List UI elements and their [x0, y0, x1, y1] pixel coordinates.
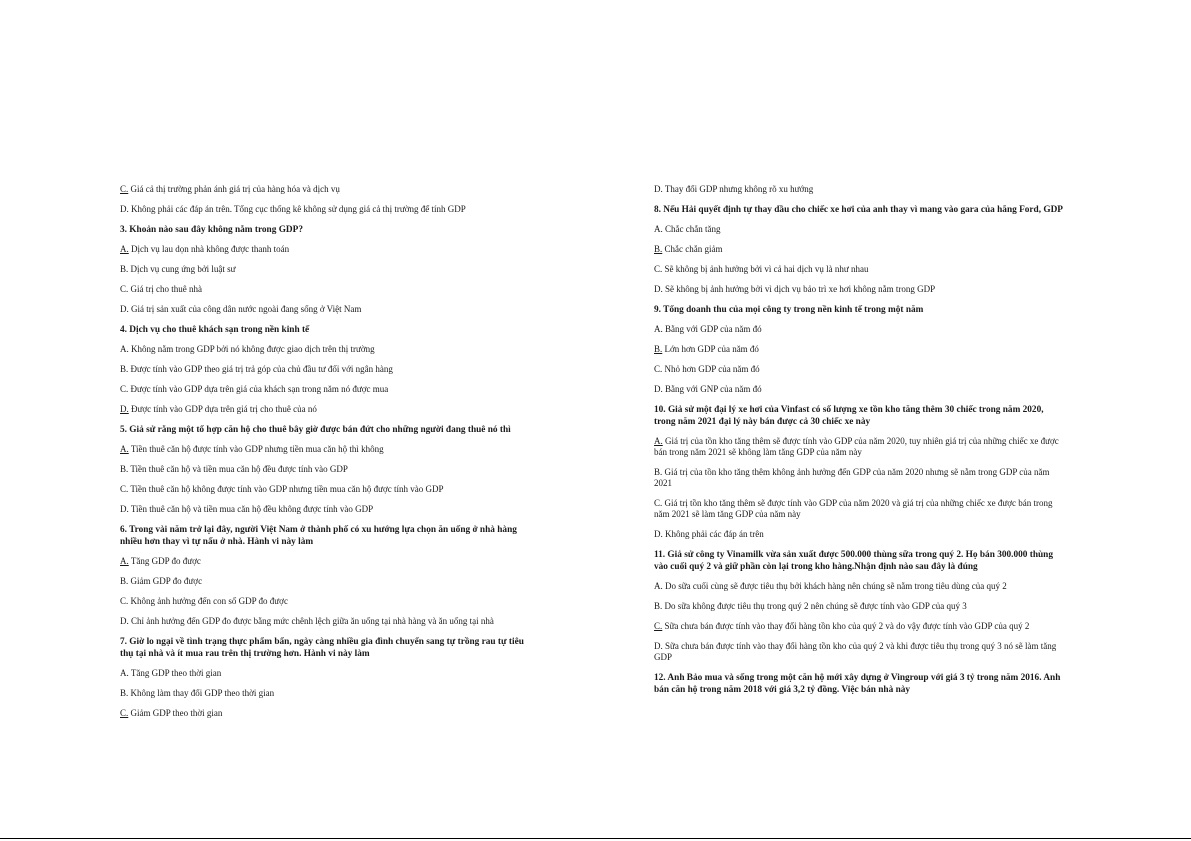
option-text: Tiền thuê căn hộ và tiền mua căn hộ đều không được tính vào GDP [128, 504, 374, 514]
option-text: Tiền thuê căn hộ và tiền mua căn hộ đều được tính vào GDP [128, 464, 348, 474]
left-column [120, 184, 530, 728]
option-letter: B. [654, 601, 663, 611]
page-bottom-rule [0, 838, 1191, 839]
option-text: Sẽ không bị ảnh hưởng bởi vì cả hai dịch vụ là như nhau [662, 264, 869, 274]
answer-option [120, 384, 530, 395]
option-text: Giảm GDP theo thời gian [128, 708, 223, 718]
option-text: Sẽ không bị ảnh hưởng bởi vì dịch vụ bảo trì xe hơi không nằm trong GDP [662, 284, 936, 294]
answer-option [654, 498, 1064, 520]
answer-option [120, 616, 530, 627]
answer-option [120, 596, 530, 607]
option-text: Dịch vụ lau dọn nhà không được thanh toán [128, 244, 290, 254]
answer-option [120, 244, 530, 255]
option-text: Chắc chắn tăng [662, 224, 721, 234]
answer-option [120, 404, 530, 415]
option-text: Không phải các đáp án trên [662, 529, 764, 539]
option-letter: C. [654, 621, 663, 631]
answer-option [120, 576, 530, 587]
option-letter: C. [120, 384, 129, 394]
option-letter: B. [654, 467, 663, 477]
right-column [654, 184, 1064, 704]
option-text: Lớn hơn GDP của năm đó [662, 344, 759, 354]
answer-option [654, 344, 1064, 355]
option-letter: C. [120, 484, 129, 494]
option-text: Không nằm trong GDP bởi nó không được giao dịch trên thị trường [128, 344, 375, 354]
option-letter: D. [654, 284, 663, 294]
question-text: 5. Giả sử rằng một tổ hợp căn hộ cho thuê bây giờ được bán đứt cho những người đang thuê nó thì [120, 425, 511, 435]
answer-option [654, 601, 1064, 612]
option-letter: C. [120, 184, 129, 194]
option-letter: B. [120, 264, 129, 274]
option-letter: D. [120, 204, 129, 214]
answer-option [654, 224, 1064, 235]
answer-option [120, 304, 530, 315]
answer-option [654, 467, 1064, 489]
answer-option [120, 364, 530, 375]
option-text: Giá trị của tồn kho tăng thêm sẽ được tính vào GDP của năm 2020, tuy nhiên giá trị của những chiếc xe được bán trong năm 2021 sẽ không làm tăng GDP của năm này [654, 436, 1059, 457]
answer-option [120, 444, 530, 455]
option-letter: B. [120, 364, 129, 374]
option-text: Sữa chưa bán được tính vào thay đổi hàng tồn kho của quý 2 và do vậy được tính vào GDP của quý 2 [662, 621, 1030, 631]
answer-option [654, 184, 1064, 195]
question-text: 9. Tổng doanh thu của mọi công ty trong nền kinh tế trong một năm [654, 305, 924, 315]
option-letter: D. [654, 529, 663, 539]
answer-option [654, 529, 1064, 540]
answer-option [120, 464, 530, 475]
answer-option [120, 344, 530, 355]
option-text: Giá trị tồn kho tăng thêm sẽ được tính vào GDP của năm 2020 và giá trị của những chiếc xe được bán trong năm 2021 sẽ làm tăng GDP của năm này [654, 498, 1053, 519]
option-letter: A. [654, 224, 663, 234]
answer-option [120, 204, 530, 215]
option-text: Bằng với GDP của năm đó [662, 324, 762, 334]
option-text: Nhỏ hơn GDP của năm đó [662, 364, 760, 374]
option-letter: D. [120, 304, 129, 314]
option-text: Không ảnh hưởng đến con số GDP đo được [128, 596, 288, 606]
answer-option [120, 184, 530, 195]
option-text: Tăng GDP đo được [128, 556, 201, 566]
option-text: Chỉ ảnh hưởng đến GDP đo được bằng mức chênh lệch giữa ăn uống tại nhà hàng và ăn uống tại nhà [128, 616, 494, 626]
option-text: Giá cả thị trường phản ánh giá trị của hàng hóa và dịch vụ [128, 184, 340, 194]
option-letter: A. [120, 668, 129, 678]
option-letter: C. [120, 596, 129, 606]
option-letter: B. [654, 244, 663, 254]
option-text: Không phải các đáp án trên. Tổng cục thống kê không sử dụng giá cả thị trường để tính GDP [128, 204, 466, 214]
question-text: 3. Khoản nào sau đây không nằm trong GDP? [120, 225, 303, 235]
option-text: Do sữa cuối cùng sẽ được tiêu thụ bởi khách hàng nên chúng sẽ nằm trong tiêu dùng của quý 2 [662, 581, 1007, 591]
answer-option [120, 284, 530, 295]
question-text: 11. Giả sử công ty Vinamilk vừa sản xuất được 500.000 thùng sữa trong quý 2. Họ bán 300.000 thùng vào cuối quý 2 và giữ phần còn lại trong kho hàng.Nhận định nào sau đây là đúng [654, 550, 1053, 572]
option-text: Giá trị sản xuất của công dân nước ngoài đang sống ở Việt Nam [128, 304, 362, 314]
option-letter: C. [654, 498, 663, 508]
option-letter: A. [120, 344, 129, 354]
option-text: Tiền thuê căn hộ được tính vào GDP nhưng tiền mua căn hộ thì không [128, 444, 384, 454]
answer-option [654, 244, 1064, 255]
answer-option [120, 556, 530, 567]
option-text: Được tính vào GDP theo giá trị trả góp của chủ đầu tư đối với ngân hàng [128, 364, 393, 374]
answer-option [120, 708, 530, 719]
option-text: Bằng với GNP của năm đó [662, 384, 762, 394]
answer-option [120, 504, 530, 515]
option-letter: D. [654, 384, 663, 394]
option-letter: D. [120, 404, 129, 414]
option-text: Giá trị cho thuê nhà [128, 284, 202, 294]
option-letter: D. [120, 616, 129, 626]
option-text: Sữa chưa bán được tính vào thay đổi hàng tồn kho của quý 2 và khi được tiêu thụ trong quý 3 nó sẽ làm tăng GDP [654, 641, 1057, 662]
option-letter: C. [654, 364, 663, 374]
option-text: Được tính vào GDP dựa trên giá của khách sạn trong năm nó được mua [128, 384, 389, 394]
option-letter: C. [120, 284, 129, 294]
option-letter: C. [120, 708, 129, 718]
option-letter: A. [120, 444, 129, 454]
option-letter: B. [120, 576, 129, 586]
option-letter: A. [120, 244, 129, 254]
answer-option [120, 668, 530, 679]
option-letter: D. [654, 184, 663, 194]
option-text: Do sữa không được tiêu thụ trong quý 2 nên chúng sẽ được tính vào GDP của quý 3 [662, 601, 967, 611]
question-text: 6. Trong vài năm trở lại đây, người Việt Nam ở thành phố có xu hướng lựa chọn ăn uống ở nhà hàng nhiều hơn thay vì tự nấu ở nhà. Hành vi này làm [120, 525, 517, 547]
option-text: Giá trị của tồn kho tăng thêm không ảnh hưởng đến GDP của năm 2020 nhưng sẽ nằm trong GDP của năm 2021 [654, 467, 1050, 488]
option-text: Giảm GDP đo được [128, 576, 203, 586]
question-text: 4. Dịch vụ cho thuê khách sạn trong nền kinh tế [120, 325, 310, 335]
answer-option [120, 264, 530, 275]
answer-option [654, 284, 1064, 295]
option-text: Tăng GDP theo thời gian [128, 668, 222, 678]
answer-option [120, 688, 530, 699]
option-letter: B. [120, 688, 129, 698]
option-text: Chắc chắn giảm [662, 244, 723, 254]
answer-option [654, 384, 1064, 395]
option-letter: B. [654, 344, 663, 354]
option-text: Dịch vụ cung ứng bởi luật sư [128, 264, 236, 274]
question-text: 10. Giả sử một đại lý xe hơi của Vinfast có số lượng xe tồn kho tăng thêm 30 chiếc trong năm 2020, trong năm 2021 đại lý này bán được cả 30 chiếc xe này [654, 405, 1044, 427]
option-text: Không làm thay đổi GDP theo thời gian [128, 688, 275, 698]
option-letter: A. [654, 436, 663, 446]
answer-option [654, 264, 1064, 275]
answer-option [654, 436, 1064, 458]
option-letter: A. [654, 581, 663, 591]
question-text: 8. Nếu Hải quyết định tự thay dầu cho chiếc xe hơi của anh thay vì mang vào gara của hãng Ford, GDP [654, 205, 1063, 215]
answer-option [654, 641, 1064, 663]
answer-option [120, 484, 530, 495]
answer-option [654, 621, 1064, 632]
answer-option [654, 324, 1064, 335]
option-letter: D. [120, 504, 129, 514]
option-text: Được tính vào GDP dựa trên giá trị cho thuê của nó [128, 404, 317, 414]
option-letter: C. [654, 264, 663, 274]
answer-option [654, 364, 1064, 375]
option-text: Tiền thuê căn hộ không được tính vào GDP nhưng tiền mua căn hộ được tính vào GDP [128, 484, 444, 494]
option-text: Thay đổi GDP nhưng không rõ xu hướng [662, 184, 814, 194]
option-letter: D. [654, 641, 663, 651]
option-letter: A. [654, 324, 663, 334]
option-letter: B. [120, 464, 129, 474]
question-text: 7. Giờ lo ngại về tình trạng thực phẩm bẩn, ngày càng nhiều gia đình chuyển sang tự trồng rau tự tiêu thụ tại nhà và ít mua rau trên thị trường hơn. Hành vi này làm [120, 637, 524, 659]
option-letter: A. [120, 556, 129, 566]
question-text: 12. Anh Bảo mua và sống trong một căn hộ mới xây dựng ở Vingroup với giá 3 tỷ trong năm 2016. Anh bán căn hộ trong năm 2018 với giá 3,2 tỷ đồng. Việc bán nhà này [654, 673, 1061, 695]
answer-option [654, 581, 1064, 592]
